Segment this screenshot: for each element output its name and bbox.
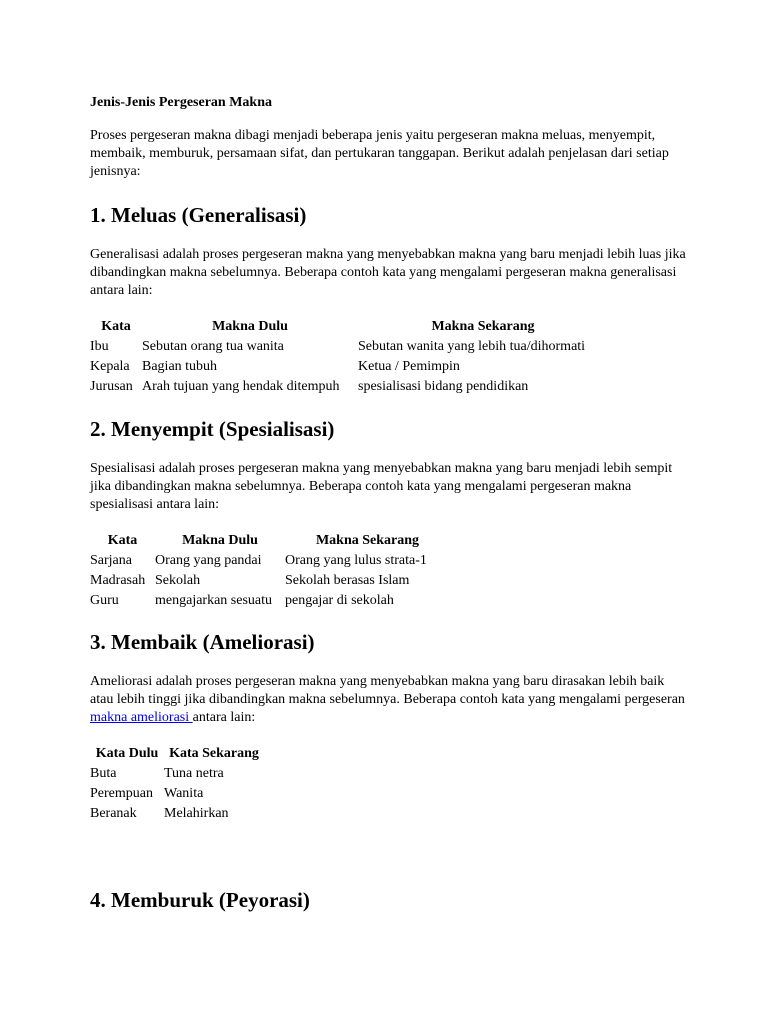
table-cell: Melahirkan bbox=[164, 806, 229, 821]
table-cell: Sekolah berasas Islam bbox=[285, 573, 410, 588]
table-row bbox=[90, 571, 450, 591]
table-cell: mengajarkan sesuatu bbox=[155, 593, 273, 608]
table-cell: Tuna netra bbox=[164, 766, 224, 781]
table-cell: spesialisasi bidang pendidikan bbox=[358, 379, 529, 394]
column-header: Kata Sekarang bbox=[169, 746, 259, 761]
table-row bbox=[90, 551, 450, 571]
column-header: Makna Sekarang bbox=[315, 533, 420, 548]
makna-ameliorasi-link[interactable]: makna ameliorasi bbox=[90, 710, 193, 725]
column-header: Makna Dulu bbox=[182, 533, 258, 548]
section-heading-memburuk: 4. Memburuk (Peyorasi) bbox=[90, 888, 310, 912]
table-cell: Ibu bbox=[90, 339, 109, 354]
table-cell: Arah tujuan yang hendak ditempuh bbox=[142, 379, 340, 394]
table-membaik bbox=[90, 744, 264, 824]
table-cell: Orang yang lulus strata-1 bbox=[285, 553, 427, 568]
table-cell: pengajar di sekolah bbox=[285, 593, 394, 608]
intro-paragraph: Proses pergeseran makna dibagi menjadi beberapa jenis yaitu pergeseran makna meluas, menyempit, membaik, memburuk, persamaan sifat, dan pertukaran tanggapan. Berikut adalah penjelasan dari setiap jenisnya: bbox=[90, 128, 669, 179]
column-header: Makna Dulu bbox=[212, 319, 288, 334]
table-cell: Wanita bbox=[164, 786, 204, 801]
table-cell: Kepala bbox=[90, 359, 130, 374]
section-heading-meluas: 1. Meluas (Generalisasi) bbox=[90, 203, 307, 227]
table-row bbox=[90, 377, 608, 397]
table-cell: Sebutan wanita yang lebih tua/dihormati bbox=[358, 339, 586, 354]
table-cell: Guru bbox=[90, 593, 119, 608]
section-text-part: antara lain: bbox=[192, 710, 256, 725]
column-header: Makna Sekarang bbox=[431, 319, 535, 334]
table-row bbox=[90, 784, 264, 804]
table-menyempit bbox=[90, 531, 450, 611]
column-header: Kata bbox=[101, 319, 131, 334]
section-text-meluas: Generalisasi adalah proses pergeseran makna yang menyebabkan makna yang baru menjadi lebih luas jika dibandingkan makna sebelumnya. Beberapa contoh kata yang mengalami pergeseran makna generalisasi antara lain: bbox=[90, 247, 686, 298]
section-heading-membaik: 3. Membaik (Ameliorasi) bbox=[90, 630, 315, 654]
table-row bbox=[90, 357, 608, 377]
table-cell: Beranak bbox=[90, 806, 137, 821]
section-text-part: Ameliorasi adalah proses pergeseran makna yang menyebabkan makna yang baru dirasakan lebih baik atau lebih tinggi jika dibandingkan makna sebelumnya. Beberapa contoh kata yang mengalami pergeseran bbox=[90, 674, 685, 707]
table-meluas bbox=[90, 317, 608, 397]
table-row bbox=[90, 591, 450, 611]
table-row bbox=[90, 337, 608, 357]
section-text-membaik bbox=[90, 673, 690, 727]
table-cell: Sebutan orang tua wanita bbox=[142, 339, 284, 354]
table-row bbox=[90, 764, 264, 784]
table-cell: Jurusan bbox=[90, 379, 133, 394]
table-cell: Sekolah bbox=[155, 573, 201, 588]
section-text-menyempit: Spesialisasi adalah proses pergeseran makna yang menyebabkan makna yang baru menjadi lebih sempit jika dibandingkan makna sebelumnya. Beberapa contoh kata yang mengalami pergeseran makna spesialisasi antara lain: bbox=[90, 461, 673, 512]
table-cell: Buta bbox=[90, 766, 117, 781]
document-title: Jenis-Jenis Pergeseran Makna bbox=[90, 95, 272, 110]
column-header: Kata Dulu bbox=[95, 746, 159, 761]
table-row bbox=[90, 804, 264, 824]
table-cell: Bagian tubuh bbox=[142, 359, 218, 374]
table-header-row bbox=[90, 531, 450, 551]
table-cell: Ketua / Pemimpin bbox=[358, 359, 460, 374]
table-cell: Madrasah bbox=[90, 573, 146, 588]
table-header-row bbox=[90, 317, 608, 337]
section-heading-menyempit: 2. Menyempit (Spesialisasi) bbox=[90, 417, 335, 441]
table-cell: Sarjana bbox=[90, 553, 132, 568]
table-cell: Perempuan bbox=[90, 786, 153, 801]
table-header-row bbox=[90, 744, 264, 764]
column-header: Kata bbox=[107, 533, 138, 548]
table-cell: Orang yang pandai bbox=[155, 553, 262, 568]
